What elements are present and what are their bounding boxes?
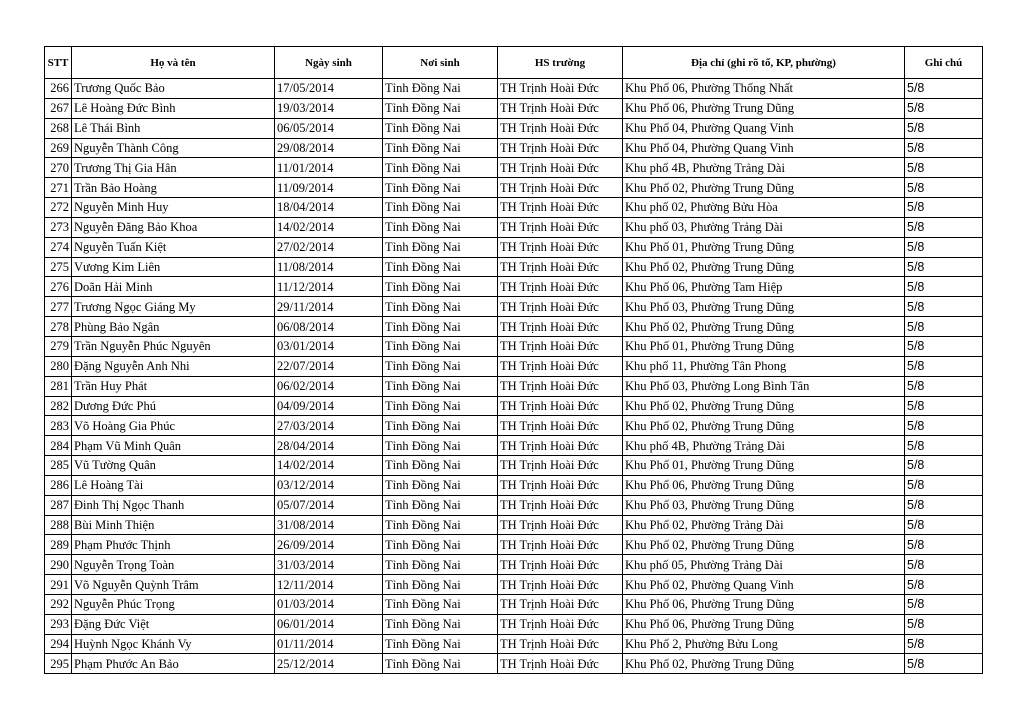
cell-full-name: Trần Huy Phát — [72, 376, 275, 396]
cell-address: Khu Phố 03, Phường Trung Dũng — [623, 495, 905, 515]
cell-birth-place: Tỉnh Đồng Nai — [383, 515, 498, 535]
cell-address: Khu phố 4B, Phường Trảng Dài — [623, 158, 905, 178]
cell-school: TH Trịnh Hoài Đức — [498, 297, 623, 317]
cell-school: TH Trịnh Hoài Đức — [498, 555, 623, 575]
cell-note: 5/8 — [905, 79, 983, 99]
cell-birth-date: 11/09/2014 — [275, 178, 383, 198]
cell-birth-date: 11/01/2014 — [275, 158, 383, 178]
cell-address: Khu Phố 02, Phường Trung Dũng — [623, 396, 905, 416]
cell-birth-place: Tỉnh Đồng Nai — [383, 555, 498, 575]
table-row — [45, 495, 983, 515]
cell-address: Khu phố 11, Phường Tân Phong — [623, 356, 905, 376]
cell-birth-place: Tỉnh Đồng Nai — [383, 277, 498, 297]
cell-full-name: Phùng Bảo Ngân — [72, 317, 275, 337]
cell-full-name: Lê Thái Bình — [72, 118, 275, 138]
cell-stt: 295 — [45, 654, 72, 674]
table-row — [45, 396, 983, 416]
cell-note: 5/8 — [905, 634, 983, 654]
cell-school: TH Trịnh Hoài Đức — [498, 634, 623, 654]
table-row — [45, 336, 983, 356]
cell-full-name: Trương Ngọc Giáng My — [72, 297, 275, 317]
cell-stt: 284 — [45, 436, 72, 456]
table-row — [45, 217, 983, 237]
table-row — [45, 634, 983, 654]
cell-birth-date: 06/08/2014 — [275, 317, 383, 337]
cell-address: Khu Phố 01, Phường Trung Dũng — [623, 336, 905, 356]
table-body — [45, 79, 983, 674]
cell-birth-date: 31/08/2014 — [275, 515, 383, 535]
cell-address: Khu Phố 02, Phường Trung Dũng — [623, 317, 905, 337]
cell-stt: 275 — [45, 257, 72, 277]
cell-birth-place: Tỉnh Đồng Nai — [383, 138, 498, 158]
cell-school: TH Trịnh Hoài Đức — [498, 217, 623, 237]
table-row — [45, 317, 983, 337]
cell-birth-date: 18/04/2014 — [275, 198, 383, 218]
cell-school: TH Trịnh Hoài Đức — [498, 594, 623, 614]
cell-stt: 285 — [45, 456, 72, 476]
cell-birth-date: 06/05/2014 — [275, 118, 383, 138]
cell-note: 5/8 — [905, 198, 983, 218]
cell-address: Khu Phố 04, Phường Quang Vinh — [623, 118, 905, 138]
table-row — [45, 515, 983, 535]
cell-note: 5/8 — [905, 217, 983, 237]
cell-birth-date: 31/03/2014 — [275, 555, 383, 575]
table-row — [45, 237, 983, 257]
cell-note: 5/8 — [905, 575, 983, 595]
cell-address: Khu Phố 02, Phường Quang Vinh — [623, 575, 905, 595]
cell-school: TH Trịnh Hoài Đức — [498, 356, 623, 376]
table-row — [45, 297, 983, 317]
cell-birth-date: 04/09/2014 — [275, 396, 383, 416]
cell-full-name: Trần Bảo Hoàng — [72, 178, 275, 198]
cell-address: Khu Phố 06, Phường Tam Hiệp — [623, 277, 905, 297]
cell-birth-place: Tỉnh Đồng Nai — [383, 575, 498, 595]
cell-address: Khu Phố 03, Phường Long Bình Tân — [623, 376, 905, 396]
cell-full-name: Nguyễn Thành Công — [72, 138, 275, 158]
cell-birth-date: 11/12/2014 — [275, 277, 383, 297]
cell-school: TH Trịnh Hoài Đức — [498, 515, 623, 535]
cell-full-name: Nguyễn Tuấn Kiệt — [72, 237, 275, 257]
cell-birth-date: 12/11/2014 — [275, 575, 383, 595]
cell-birth-date: 25/12/2014 — [275, 654, 383, 674]
table-header — [45, 47, 983, 79]
cell-full-name: Vương Kim Liên — [72, 257, 275, 277]
cell-note: 5/8 — [905, 257, 983, 277]
cell-note: 5/8 — [905, 277, 983, 297]
cell-stt: 272 — [45, 198, 72, 218]
cell-school: TH Trịnh Hoài Đức — [498, 79, 623, 99]
table-row — [45, 198, 983, 218]
cell-note: 5/8 — [905, 654, 983, 674]
cell-school: TH Trịnh Hoài Đức — [498, 198, 623, 218]
cell-birth-date: 19/03/2014 — [275, 98, 383, 118]
cell-note: 5/8 — [905, 416, 983, 436]
cell-birth-date: 14/02/2014 — [275, 217, 383, 237]
cell-birth-place: Tỉnh Đồng Nai — [383, 158, 498, 178]
cell-full-name: Đặng Đức Việt — [72, 614, 275, 634]
cell-birth-date: 29/11/2014 — [275, 297, 383, 317]
cell-full-name: Nguyễn Phúc Trọng — [72, 594, 275, 614]
cell-full-name: Bùi Minh Thiện — [72, 515, 275, 535]
table-row — [45, 436, 983, 456]
cell-address: Khu Phố 02, Phường Trung Dũng — [623, 654, 905, 674]
cell-full-name: Lê Hoàng Tài — [72, 475, 275, 495]
table-row — [45, 356, 983, 376]
cell-school: TH Trịnh Hoài Đức — [498, 376, 623, 396]
cell-note: 5/8 — [905, 436, 983, 456]
table-row — [45, 376, 983, 396]
table-row — [45, 654, 983, 674]
cell-birth-place: Tỉnh Đồng Nai — [383, 634, 498, 654]
cell-birth-place: Tỉnh Đồng Nai — [383, 396, 498, 416]
cell-stt: 268 — [45, 118, 72, 138]
cell-school: TH Trịnh Hoài Đức — [498, 257, 623, 277]
cell-stt: 282 — [45, 396, 72, 416]
cell-birth-date: 06/02/2014 — [275, 376, 383, 396]
cell-address: Khu Phố 06, Phường Thống Nhất — [623, 79, 905, 99]
cell-address: Khu Phố 02, Phường Trảng Dài — [623, 515, 905, 535]
table-row — [45, 98, 983, 118]
cell-full-name: Phạm Phước An Bảo — [72, 654, 275, 674]
cell-full-name: Trương Thị Gia Hân — [72, 158, 275, 178]
cell-birth-place: Tỉnh Đồng Nai — [383, 178, 498, 198]
cell-birth-date: 22/07/2014 — [275, 356, 383, 376]
cell-birth-date: 27/02/2014 — [275, 237, 383, 257]
cell-school: TH Trịnh Hoài Đức — [498, 614, 623, 634]
cell-note: 5/8 — [905, 356, 983, 376]
cell-note: 5/8 — [905, 317, 983, 337]
cell-full-name: Huỳnh Ngọc Khánh Vy — [72, 634, 275, 654]
cell-address: Khu phố 4B, Phường Trảng Dài — [623, 436, 905, 456]
table-row — [45, 79, 983, 99]
cell-address: Khu Phố 01, Phường Trung Dũng — [623, 237, 905, 257]
cell-address: Khu phố 03, Phường Trảng Dài — [623, 217, 905, 237]
cell-full-name: Đinh Thị Ngọc Thanh — [72, 495, 275, 515]
header-school: HS trường — [498, 47, 623, 79]
cell-address: Khu Phố 06, Phường Trung Dũng — [623, 475, 905, 495]
cell-note: 5/8 — [905, 396, 983, 416]
cell-birth-place: Tỉnh Đồng Nai — [383, 237, 498, 257]
cell-birth-place: Tỉnh Đồng Nai — [383, 416, 498, 436]
cell-birth-date: 28/04/2014 — [275, 436, 383, 456]
cell-address: Khu Phố 02, Phường Trung Dũng — [623, 257, 905, 277]
cell-birth-place: Tỉnh Đồng Nai — [383, 257, 498, 277]
cell-birth-date: 29/08/2014 — [275, 138, 383, 158]
cell-school: TH Trịnh Hoài Đức — [498, 118, 623, 138]
cell-note: 5/8 — [905, 495, 983, 515]
cell-birth-place: Tỉnh Đồng Nai — [383, 475, 498, 495]
cell-birth-place: Tỉnh Đồng Nai — [383, 98, 498, 118]
cell-birth-place: Tỉnh Đồng Nai — [383, 118, 498, 138]
cell-stt: 290 — [45, 555, 72, 575]
cell-stt: 269 — [45, 138, 72, 158]
cell-full-name: Nguyễn Minh Huy — [72, 198, 275, 218]
cell-stt: 291 — [45, 575, 72, 595]
cell-note: 5/8 — [905, 376, 983, 396]
cell-birth-place: Tỉnh Đồng Nai — [383, 297, 498, 317]
table-row — [45, 138, 983, 158]
cell-birth-place: Tỉnh Đồng Nai — [383, 336, 498, 356]
cell-stt: 293 — [45, 614, 72, 634]
cell-address: Khu Phố 04, Phường Quang Vinh — [623, 138, 905, 158]
cell-birth-date: 26/09/2014 — [275, 535, 383, 555]
cell-stt: 294 — [45, 634, 72, 654]
cell-school: TH Trịnh Hoài Đức — [498, 317, 623, 337]
cell-stt: 270 — [45, 158, 72, 178]
cell-stt: 281 — [45, 376, 72, 396]
table-row — [45, 178, 983, 198]
cell-stt: 276 — [45, 277, 72, 297]
cell-stt: 283 — [45, 416, 72, 436]
cell-note: 5/8 — [905, 336, 983, 356]
table-row — [45, 277, 983, 297]
cell-birth-date: 17/05/2014 — [275, 79, 383, 99]
cell-note: 5/8 — [905, 515, 983, 535]
cell-stt: 292 — [45, 594, 72, 614]
cell-birth-date: 03/01/2014 — [275, 336, 383, 356]
cell-birth-date: 01/03/2014 — [275, 594, 383, 614]
table-row — [45, 575, 983, 595]
cell-birth-date: 06/01/2014 — [275, 614, 383, 634]
cell-note: 5/8 — [905, 555, 983, 575]
cell-address: Khu phố 02, Phường Bửu Hòa — [623, 198, 905, 218]
header-birth-date: Ngày sinh — [275, 47, 383, 79]
cell-full-name: Trương Quốc Bảo — [72, 79, 275, 99]
cell-school: TH Trịnh Hoài Đức — [498, 456, 623, 476]
table-row — [45, 416, 983, 436]
cell-birth-place: Tỉnh Đồng Nai — [383, 535, 498, 555]
cell-school: TH Trịnh Hoài Đức — [498, 575, 623, 595]
cell-full-name: Vũ Tường Quân — [72, 456, 275, 476]
table-row — [45, 475, 983, 495]
cell-school: TH Trịnh Hoài Đức — [498, 138, 623, 158]
table-row — [45, 257, 983, 277]
header-birth-place: Nơi sinh — [383, 47, 498, 79]
cell-birth-date: 05/07/2014 — [275, 495, 383, 515]
cell-full-name: Nguyễn Trọng Toàn — [72, 555, 275, 575]
cell-birth-date: 03/12/2014 — [275, 475, 383, 495]
cell-address: Khu Phố 06, Phường Trung Dũng — [623, 614, 905, 634]
cell-full-name: Nguyễn Đăng Bảo Khoa — [72, 217, 275, 237]
cell-note: 5/8 — [905, 98, 983, 118]
cell-birth-place: Tỉnh Đồng Nai — [383, 436, 498, 456]
cell-birth-place: Tỉnh Đồng Nai — [383, 456, 498, 476]
cell-stt: 288 — [45, 515, 72, 535]
cell-full-name: Phạm Vũ Minh Quân — [72, 436, 275, 456]
cell-note: 5/8 — [905, 594, 983, 614]
cell-note: 5/8 — [905, 614, 983, 634]
cell-note: 5/8 — [905, 297, 983, 317]
cell-stt: 279 — [45, 336, 72, 356]
cell-stt: 277 — [45, 297, 72, 317]
cell-school: TH Trịnh Hoài Đức — [498, 436, 623, 456]
cell-birth-place: Tỉnh Đồng Nai — [383, 317, 498, 337]
cell-note: 5/8 — [905, 158, 983, 178]
cell-address: Khu Phố 06, Phường Trung Dũng — [623, 98, 905, 118]
header-full-name: Họ và tên — [72, 47, 275, 79]
cell-address: Khu Phố 02, Phường Trung Dũng — [623, 416, 905, 436]
cell-full-name: Doãn Hải Minh — [72, 277, 275, 297]
cell-full-name: Lê Hoàng Đức Bình — [72, 98, 275, 118]
cell-birth-place: Tỉnh Đồng Nai — [383, 79, 498, 99]
table-row — [45, 614, 983, 634]
cell-note: 5/8 — [905, 535, 983, 555]
header-address: Địa chỉ (ghi rõ tổ, KP, phường) — [623, 47, 905, 79]
table-row — [45, 158, 983, 178]
cell-birth-place: Tỉnh Đồng Nai — [383, 376, 498, 396]
cell-full-name: Dương Đức Phú — [72, 396, 275, 416]
cell-school: TH Trịnh Hoài Đức — [498, 495, 623, 515]
cell-birth-place: Tỉnh Đồng Nai — [383, 614, 498, 634]
student-roster-sheet — [44, 46, 983, 674]
cell-school: TH Trịnh Hoài Đức — [498, 237, 623, 257]
cell-school: TH Trịnh Hoài Đức — [498, 277, 623, 297]
cell-birth-place: Tỉnh Đồng Nai — [383, 495, 498, 515]
cell-birth-place: Tỉnh Đồng Nai — [383, 198, 498, 218]
cell-school: TH Trịnh Hoài Đức — [498, 158, 623, 178]
cell-address: Khu Phố 01, Phường Trung Dũng — [623, 456, 905, 476]
cell-address: Khu Phố 02, Phường Trung Dũng — [623, 535, 905, 555]
cell-address: Khu Phố 2, Phường Bửu Long — [623, 634, 905, 654]
cell-note: 5/8 — [905, 118, 983, 138]
header-row — [45, 47, 983, 79]
cell-birth-date: 11/08/2014 — [275, 257, 383, 277]
table-row — [45, 555, 983, 575]
table-row — [45, 594, 983, 614]
cell-address: Khu Phố 02, Phường Trung Dũng — [623, 178, 905, 198]
header-stt: STT — [45, 47, 72, 79]
cell-stt: 287 — [45, 495, 72, 515]
cell-school: TH Trịnh Hoài Đức — [498, 178, 623, 198]
cell-school: TH Trịnh Hoài Đức — [498, 535, 623, 555]
cell-stt: 271 — [45, 178, 72, 198]
header-note: Ghi chú — [905, 47, 983, 79]
cell-full-name: Võ Hoàng Gia Phúc — [72, 416, 275, 436]
cell-stt: 278 — [45, 317, 72, 337]
cell-address: Khu Phố 06, Phường Trung Dũng — [623, 594, 905, 614]
cell-birth-place: Tỉnh Đồng Nai — [383, 594, 498, 614]
cell-birth-place: Tỉnh Đồng Nai — [383, 654, 498, 674]
cell-note: 5/8 — [905, 475, 983, 495]
cell-school: TH Trịnh Hoài Đức — [498, 475, 623, 495]
cell-birth-place: Tỉnh Đồng Nai — [383, 217, 498, 237]
cell-full-name: Võ Nguyễn Quỳnh Trâm — [72, 575, 275, 595]
cell-birth-date: 01/11/2014 — [275, 634, 383, 654]
cell-stt: 273 — [45, 217, 72, 237]
cell-stt: 274 — [45, 237, 72, 257]
cell-stt: 286 — [45, 475, 72, 495]
cell-stt: 267 — [45, 98, 72, 118]
cell-address: Khu phố 05, Phường Trảng Dài — [623, 555, 905, 575]
cell-school: TH Trịnh Hoài Đức — [498, 336, 623, 356]
cell-full-name: Phạm Phước Thịnh — [72, 535, 275, 555]
cell-address: Khu Phố 03, Phường Trung Dũng — [623, 297, 905, 317]
cell-note: 5/8 — [905, 178, 983, 198]
student-roster-table — [44, 46, 983, 674]
cell-stt: 266 — [45, 79, 72, 99]
cell-school: TH Trịnh Hoài Đức — [498, 396, 623, 416]
cell-note: 5/8 — [905, 237, 983, 257]
cell-school: TH Trịnh Hoài Đức — [498, 416, 623, 436]
cell-school: TH Trịnh Hoài Đức — [498, 654, 623, 674]
cell-birth-date: 14/02/2014 — [275, 456, 383, 476]
cell-note: 5/8 — [905, 456, 983, 476]
cell-stt: 289 — [45, 535, 72, 555]
table-row — [45, 535, 983, 555]
table-row — [45, 118, 983, 138]
cell-full-name: Trần Nguyễn Phúc Nguyên — [72, 336, 275, 356]
cell-birth-place: Tỉnh Đồng Nai — [383, 356, 498, 376]
cell-note: 5/8 — [905, 138, 983, 158]
table-row — [45, 456, 983, 476]
cell-birth-date: 27/03/2014 — [275, 416, 383, 436]
cell-school: TH Trịnh Hoài Đức — [498, 98, 623, 118]
cell-stt: 280 — [45, 356, 72, 376]
cell-full-name: Đặng Nguyễn Anh Nhi — [72, 356, 275, 376]
